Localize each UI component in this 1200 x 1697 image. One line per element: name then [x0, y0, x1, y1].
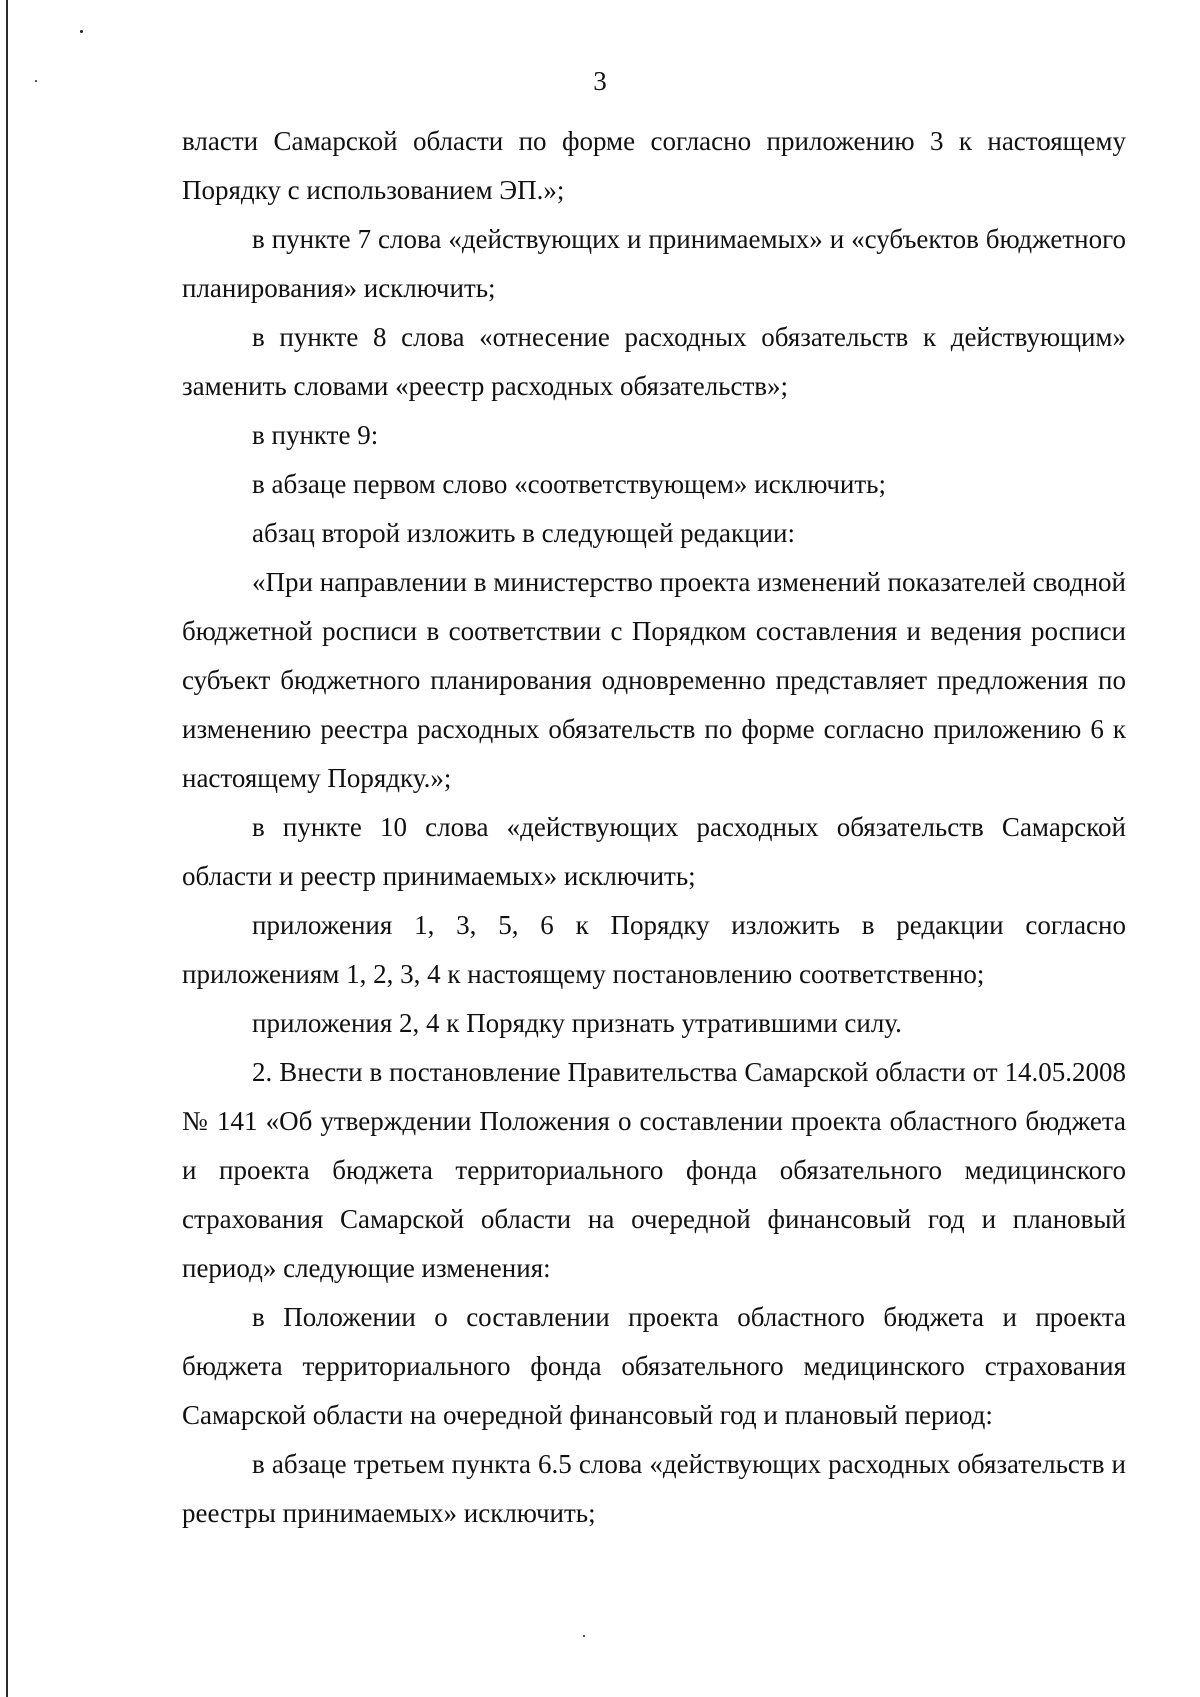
paragraph: в Положении о составлении проекта областного бюджета и проекта бюджета территориального фонда обязательного медицинского страхования Самарской области на очередной финансовый год и плановый период: [182, 1302, 1126, 1430]
scan-speck [80, 30, 83, 33]
scan-left-edge [6, 0, 8, 1697]
paragraph: 2. Внести в постановление Правительства Самарской области от 14.05.2008 № 141 «Об утверждении Положения о составлении проекта областного бюджета и проекта бюджета территориального фонда обязательного медицинского страхования Самарской области на очередной финансовый год и плановый период» следующие изменения: [182, 1057, 1126, 1283]
paragraph: в пункте 7 слова «действующих и принимаемых» и «субъектов бюджетного планирования» исключить; [182, 224, 1126, 303]
page-number: 3 [593, 66, 607, 96]
paragraph: в пункте 9: [252, 420, 379, 450]
scan-speck [583, 1635, 585, 1637]
paragraph: абзац второй изложить в следующей редакции: [252, 518, 795, 548]
paragraph: в пункте 8 слова «отнесение расходных обязательств к действующим» заменить словами «реестр расходных обязательств»; [182, 322, 1126, 401]
document-body [182, 117, 1126, 1538]
paragraph: власти Самарской области по форме согласно приложению 3 к настоящему Порядку с использованием ЭП.»; [182, 126, 1126, 205]
paragraph: в абзаце первом слово «соответствующем» исключить; [252, 469, 886, 499]
paragraph: «При направлении в министерство проекта изменений показателей сводной бюджетной росписи в соответствии с Порядком составления и ведения росписи субъект бюджетного планирования одновременно представляет предложения по изменению реестра расходных обязательств по форме согласно приложению 6 к настоящему Порядку.»; [182, 567, 1126, 793]
paragraph: приложения 1, 3, 5, 6 к Порядку изложить в редакции согласно приложениям 1, 2, 3, 4 к настоящему постановлению соответственно; [182, 910, 1126, 989]
paragraph: в пункте 10 слова «действующих расходных обязательств Самарской области и реестр принимаемых» исключить; [182, 812, 1126, 891]
paragraph: в абзаце третьем пункта 6.5 слова «действующих расходных обязательств и реестры принимаемых» исключить; [182, 1449, 1126, 1528]
paragraph: приложения 2, 4 к Порядку признать утратившими силу. [252, 1008, 902, 1038]
